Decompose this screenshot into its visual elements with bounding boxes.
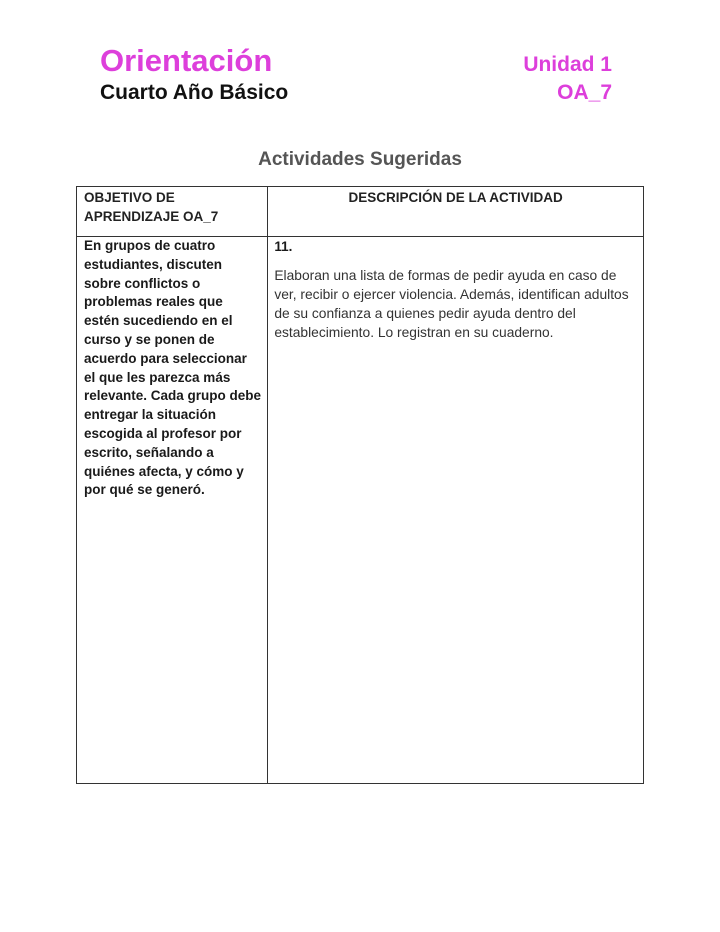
table-row [77,237,644,784]
activity-table [76,186,644,784]
objective-cell [77,237,268,784]
objective-code-label: OA_7 [557,81,612,104]
grade-title: Cuarto Año Básico [100,81,289,104]
section-title: Actividades Sugeridas [258,149,462,170]
column-header-description [268,187,644,237]
column-header-objective-label: OBJETIVO DE APRENDIZAJE OA_7 [84,190,219,224]
subject-title: Orientación [100,43,273,78]
column-header-objective [77,187,268,237]
page-header [100,40,612,110]
objective-text: En grupos de cuatro estudiantes, discuten sobre conflictos o problemas reales que estén sucediendo en el curso y se ponen de acuerdo para seleccionar el que les parezca más relevante. Cada grupo debe entregar la situación escogida al profesor por escrito, señalando a quiénes afecta, y cómo y por qué se generó. [84,238,262,498]
activity-description: Elaboran una lista de formas de pedir ayuda en caso de ver, recibir o ejercer violencia. Además, identifican adultos de su confianza a quienes pedir ayuda dentro del establecimiento. Lo registran en su cuaderno. [274,268,629,340]
activity-cell [268,237,644,784]
column-header-description-label: DESCRIPCIÓN DE LA ACTIVIDAD [348,190,563,205]
unit-label: Unidad 1 [523,53,612,76]
activity-number: 11. [274,239,293,254]
table-header-row [77,187,644,237]
